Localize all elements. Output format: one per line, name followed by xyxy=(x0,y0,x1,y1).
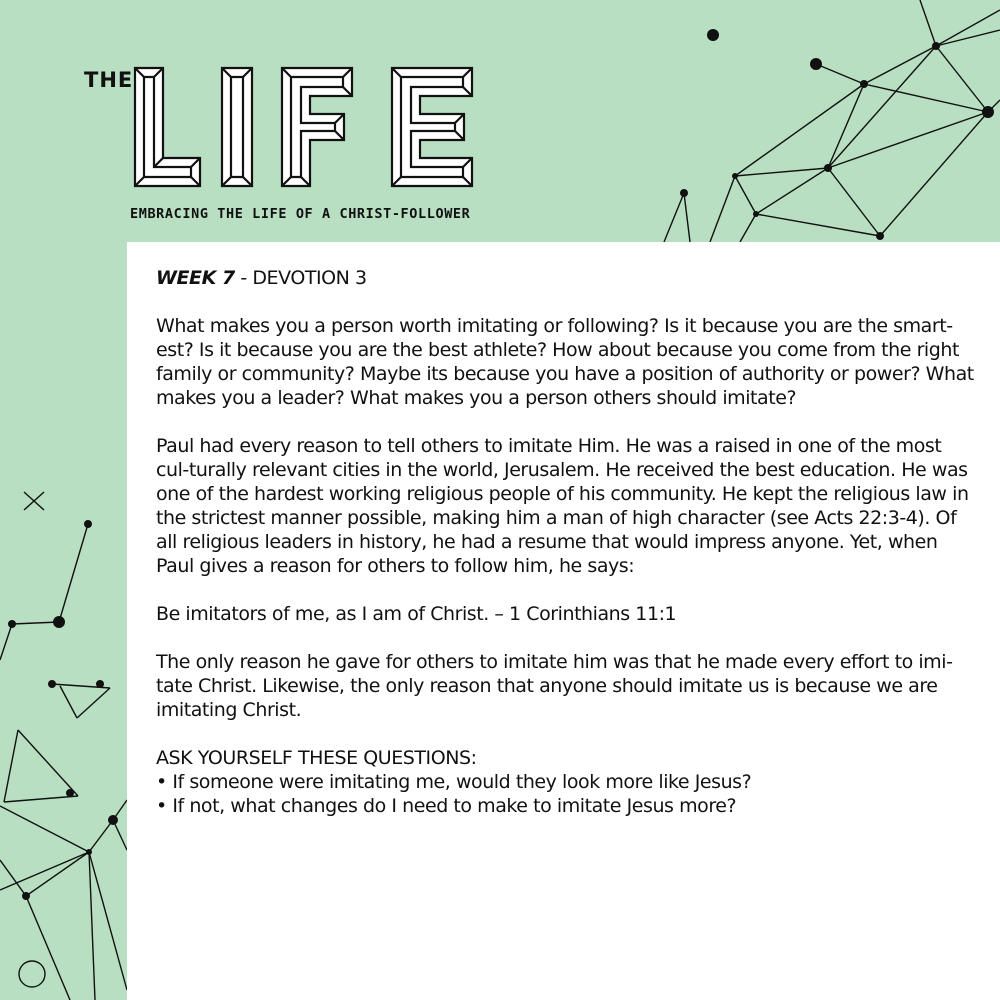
devotion-heading xyxy=(156,266,976,290)
scripture-quote: Be imitators of me, as I am of Christ. – 1 Corinthians 11:1 xyxy=(156,603,677,625)
paragraph-intro: What makes you a person worth imitating or following? Is it because you are the smart-est? Is it because you are the best athlete? How about because you come from the right family or community? Maybe its because you have a position of authority or power? What makes you a leader? What makes you a person others should imitate? xyxy=(156,315,974,409)
devotion-content xyxy=(156,266,976,818)
question-item: • If not, what changes do I need to make to imitate Jesus more? xyxy=(156,795,737,817)
week-label: WEEK 7 xyxy=(156,267,235,289)
questions-title: ASK YOURSELF THESE QUESTIONS: xyxy=(156,747,477,769)
paragraph-paul: Paul had every reason to tell others to imitate Him. He was a raised in one of the most cul-turally relevant cities in the world, Jerusalem. He received the best education. He was one of the hardest working religious people of his community. He kept the religious law in the strictest manner possible, making him a man of high character (see Acts 22:3-4). Of all religious leaders in history, he had a resume that would impress anyone. Yet, when Paul gives a reason for others to follow him, he says: xyxy=(156,435,969,577)
life-logo xyxy=(130,64,480,190)
brand-tagline: EMBRACING THE LIFE OF A CHRIST-FOLLOWER xyxy=(130,206,471,222)
paragraph-conclusion: The only reason he gave for others to imitate him was that he made every effort to imi-tate Christ. Likewise, the only reason that anyone should imitate us is because we are imitating Christ. xyxy=(156,651,953,721)
devotion-label: - DEVOTION 3 xyxy=(234,267,367,289)
questions-list xyxy=(156,770,976,818)
brand-the: THE xyxy=(84,68,134,92)
question-item: • If someone were imitating me, would they look more like Jesus? xyxy=(156,771,752,793)
